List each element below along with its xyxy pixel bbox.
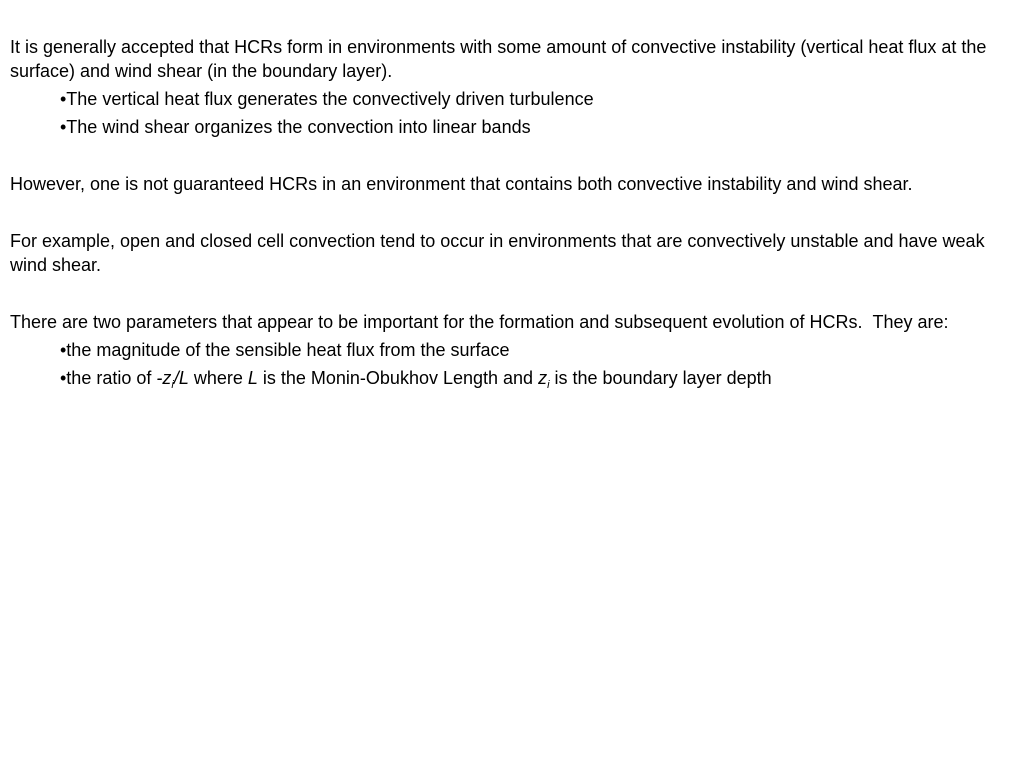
ratio-prefix-text: •the ratio of — [60, 368, 157, 388]
ratio-denominator: /L — [173, 368, 189, 388]
paragraph-gap — [10, 277, 1010, 310]
variable-z: z — [538, 368, 548, 388]
variable-L: L — [247, 368, 258, 388]
bullet-heat-flux: •The vertical heat flux generates the convectively driven turbulence — [60, 89, 594, 109]
bullet-sensible-heat-flux: •the magnitude of the sensible heat flux from the surface — [60, 340, 510, 360]
ratio-numerator: -z — [156, 368, 172, 388]
ratio-mid-text-2: is the Monin-Obukhov Length and — [257, 368, 539, 388]
bullet-wind-shear: •The wind shear organizes the convection into linear bands — [60, 117, 531, 137]
ratio-expression — [156, 368, 189, 391]
bullet-ratio-zi-L — [60, 366, 1010, 390]
ratio-mid-text-1: where — [188, 368, 248, 388]
paragraph-gap — [10, 196, 1010, 229]
paragraph-hcr-formation: It is generally accepted that HCRs form in environments with some amount of convective instability (vertical heat flux at the surface) and wind shear (in the boundary layer). — [10, 37, 987, 81]
paragraph-open-closed-cells: For example, open and closed cell convection tend to occur in environments that are convectively unstable and have weak wind shear. — [10, 231, 985, 275]
paragraph-gap — [10, 139, 1010, 172]
ratio-numerator-subscript: i — [171, 379, 174, 391]
paragraph-two-parameters: There are two parameters that appear to be important for the formation and subsequent evolution of HCRs. They are: — [10, 312, 949, 332]
variable-z-subscript: i — [547, 379, 550, 391]
slide-content — [10, 35, 1010, 390]
paragraph-not-guaranteed: However, one is not guaranteed HCRs in an environment that contains both convective instability and wind shear. — [10, 174, 913, 194]
ratio-suffix-text: is the boundary layer depth — [549, 368, 772, 388]
